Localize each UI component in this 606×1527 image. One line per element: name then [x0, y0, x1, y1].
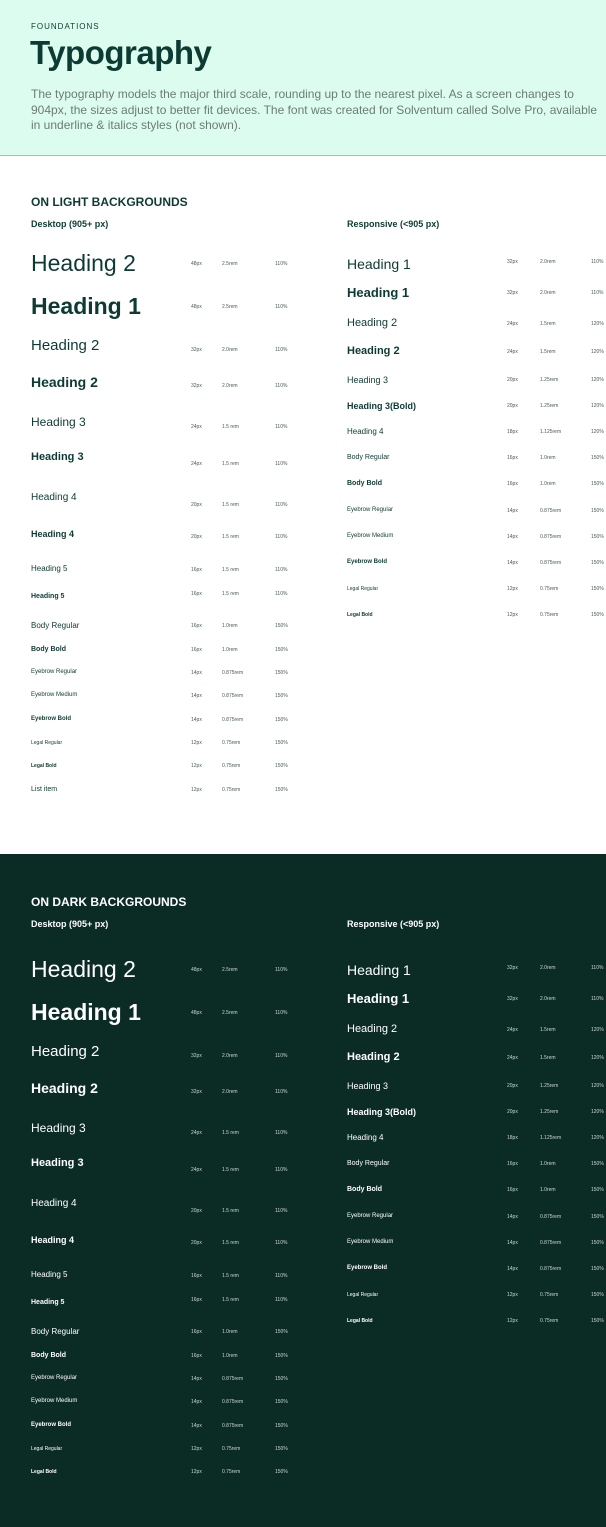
- spec-size-px: 20px: [507, 1109, 518, 1115]
- spec-size-rem: 0.75rem: [540, 1318, 559, 1324]
- spec-size-px: 20px: [507, 377, 518, 383]
- spec-line-height: 150%: [275, 763, 288, 769]
- spec-line-height: 150%: [275, 1423, 288, 1429]
- spec-size-rem: 1.5 rem: [222, 461, 239, 467]
- type-sample: Heading 5: [31, 592, 65, 600]
- type-sample: Legal Regular: [31, 1446, 63, 1452]
- spec-line-height: 120%: [591, 1135, 604, 1141]
- spec-size-px: 14px: [507, 1266, 518, 1272]
- spec-size-rem: 0.75rem: [222, 763, 241, 769]
- spec-size-px: 48px: [191, 304, 202, 310]
- spec-line-height: 110%: [275, 261, 288, 267]
- spec-line-height: 120%: [591, 349, 604, 355]
- spec-line-height: 110%: [591, 290, 604, 296]
- spec-size-px: 12px: [191, 763, 202, 769]
- spec-size-rem: 1.125rem: [540, 429, 562, 435]
- spec-line-height: 110%: [591, 996, 604, 1002]
- type-sample: Heading 1: [347, 961, 411, 978]
- spec-size-rem: 0.875rem: [222, 717, 244, 723]
- spec-line-height: 150%: [591, 1240, 604, 1246]
- type-sample: Heading 1: [347, 285, 410, 301]
- spec-line-height: 120%: [591, 377, 604, 383]
- spec-size-px: 12px: [191, 1446, 202, 1452]
- eyebrow-label: FOUNDATIONS: [31, 22, 100, 31]
- spec-size-rem: 1.5 rem: [222, 424, 239, 430]
- spec-size-px: 32px: [191, 1053, 202, 1059]
- spec-size-rem: 0.875rem: [540, 1266, 562, 1272]
- spec-size-px: 12px: [191, 740, 202, 746]
- spec-line-height: 110%: [275, 1089, 288, 1095]
- spec-line-height: 110%: [275, 461, 288, 467]
- spec-size-px: 24px: [191, 424, 202, 430]
- type-sample: Heading 1: [31, 293, 141, 320]
- spec-line-height: 150%: [275, 623, 288, 629]
- type-sample: Heading 3: [31, 414, 86, 429]
- spec-size-rem: 1.5 rem: [222, 1208, 239, 1214]
- type-sample: Body Regular: [31, 1327, 80, 1337]
- spec-size-px: 16px: [507, 455, 518, 461]
- spec-size-px: 24px: [507, 321, 518, 327]
- spec-size-px: 32px: [507, 290, 518, 296]
- type-sample: Heading 2: [347, 1051, 400, 1064]
- spec-size-rem: 0.75rem: [222, 787, 241, 793]
- spec-size-rem: 1.5 rem: [222, 1130, 239, 1136]
- spec-line-height: 120%: [591, 321, 604, 327]
- spec-size-rem: 0.875rem: [222, 1399, 244, 1405]
- spec-line-height: 110%: [275, 383, 288, 389]
- type-sample: Legal Bold: [347, 1318, 373, 1324]
- spec-size-px: 32px: [507, 996, 518, 1002]
- spec-line-height: 120%: [591, 429, 604, 435]
- spec-size-rem: 1.5rem: [540, 321, 556, 327]
- spec-size-px: 12px: [507, 1318, 518, 1324]
- type-sample: Heading 1: [347, 991, 410, 1007]
- type-sample: Body Bold: [347, 1185, 382, 1193]
- spec-line-height: 150%: [275, 717, 288, 723]
- type-sample: Eyebrow Bold: [347, 1265, 388, 1272]
- spec-size-rem: 1.5 rem: [222, 1167, 239, 1173]
- spec-size-px: 16px: [191, 567, 202, 573]
- spec-line-height: 110%: [275, 1130, 288, 1136]
- spec-size-rem: 1.0rem: [540, 481, 556, 487]
- spec-line-height: 110%: [275, 591, 288, 597]
- type-sample: Heading 3: [31, 1120, 86, 1135]
- spec-line-height: 150%: [591, 1214, 604, 1220]
- spec-size-px: 16px: [191, 647, 202, 653]
- spec-line-height: 150%: [275, 1329, 288, 1335]
- spec-size-rem: 1.5 rem: [222, 1240, 239, 1246]
- spec-size-rem: 0.875rem: [540, 560, 562, 566]
- spec-size-rem: 2.5rem: [222, 1010, 238, 1016]
- spec-size-rem: 0.75rem: [222, 1446, 241, 1452]
- spec-size-px: 14px: [507, 508, 518, 514]
- spec-size-rem: 0.875rem: [540, 508, 562, 514]
- spec-line-height: 150%: [275, 1376, 288, 1382]
- type-sample: Heading 4: [31, 528, 75, 539]
- responsive-column-label: Responsive (<905 px): [347, 919, 440, 929]
- spec-size-rem: 0.875rem: [222, 1423, 244, 1429]
- spec-size-px: 12px: [507, 586, 518, 592]
- spec-line-height: 110%: [275, 1208, 288, 1214]
- spec-line-height: 110%: [275, 1297, 288, 1303]
- spec-line-height: 150%: [591, 1266, 604, 1272]
- type-sample: Eyebrow Medium: [31, 692, 78, 699]
- type-sample: Legal Bold: [31, 763, 57, 769]
- spec-line-height: 150%: [275, 647, 288, 653]
- spec-size-px: 16px: [191, 1273, 202, 1279]
- spec-line-height: 150%: [275, 670, 288, 676]
- type-sample: Heading 1: [31, 999, 141, 1026]
- type-sample: Heading 3(Bold): [347, 1106, 416, 1117]
- spec-line-height: 150%: [591, 455, 604, 461]
- spec-size-px: 32px: [191, 383, 202, 389]
- spec-size-px: 12px: [507, 612, 518, 618]
- hero-banner: [0, 0, 606, 156]
- spec-line-height: 120%: [591, 1027, 604, 1033]
- type-sample: Heading 2: [31, 1079, 98, 1096]
- spec-size-rem: 2.0rem: [222, 1053, 238, 1059]
- spec-size-rem: 1.0rem: [222, 1329, 238, 1335]
- spec-line-height: 110%: [275, 1010, 288, 1016]
- type-sample: Body Bold: [31, 645, 66, 653]
- spec-size-px: 16px: [191, 623, 202, 629]
- section-title: ON LIGHT BACKGROUNDS: [31, 195, 188, 209]
- spec-size-px: 14px: [191, 717, 202, 723]
- spec-size-rem: 1.5 rem: [222, 1297, 239, 1303]
- spec-line-height: 110%: [275, 1167, 288, 1173]
- spec-size-rem: 1.0rem: [222, 1353, 238, 1359]
- type-sample: Eyebrow Regular: [31, 1375, 78, 1382]
- spec-size-px: 18px: [507, 1135, 518, 1141]
- type-sample: Body Regular: [347, 453, 390, 461]
- spec-size-rem: 2.5rem: [222, 261, 238, 267]
- spec-line-height: 120%: [591, 403, 604, 409]
- type-sample: Heading 4: [31, 1234, 75, 1245]
- spec-line-height: 150%: [275, 740, 288, 746]
- spec-size-rem: 0.75rem: [222, 740, 241, 746]
- dark-backgrounds-section: [0, 854, 606, 1527]
- spec-line-height: 110%: [275, 502, 288, 508]
- type-sample: Heading 5: [31, 1298, 65, 1306]
- type-sample: Eyebrow Medium: [347, 1239, 394, 1246]
- light-backgrounds-section: [0, 156, 606, 854]
- spec-size-rem: 1.0rem: [540, 1187, 556, 1193]
- spec-size-px: 12px: [191, 1469, 202, 1475]
- spec-size-px: 16px: [507, 1187, 518, 1193]
- type-sample: Heading 2: [31, 1043, 100, 1060]
- spec-size-rem: 2.0rem: [540, 965, 556, 971]
- type-sample: Eyebrow Regular: [31, 669, 78, 676]
- type-sample: Heading 3: [347, 374, 389, 385]
- type-sample: Heading 5: [31, 564, 68, 574]
- spec-size-rem: 0.75rem: [540, 612, 559, 618]
- spec-size-px: 14px: [191, 670, 202, 676]
- spec-size-px: 20px: [191, 534, 202, 540]
- spec-line-height: 110%: [275, 967, 288, 973]
- spec-size-rem: 2.0rem: [222, 347, 238, 353]
- type-sample: Heading 3: [31, 451, 84, 464]
- type-sample: Legal Bold: [31, 1469, 57, 1475]
- spec-line-height: 150%: [591, 560, 604, 566]
- spec-line-height: 110%: [591, 965, 604, 971]
- spec-size-px: 20px: [191, 1240, 202, 1246]
- type-sample: Heading 2: [347, 1023, 398, 1036]
- type-sample: Eyebrow Medium: [31, 1398, 78, 1405]
- spec-line-height: 150%: [591, 1292, 604, 1298]
- spec-size-px: 16px: [191, 1297, 202, 1303]
- desktop-column-label: Desktop (905+ px): [31, 919, 109, 929]
- spec-line-height: 110%: [275, 1053, 288, 1059]
- type-sample: Eyebrow Bold: [31, 1422, 72, 1429]
- spec-size-px: 32px: [191, 1089, 202, 1095]
- spec-size-px: 48px: [191, 967, 202, 973]
- spec-size-rem: 2.0rem: [222, 383, 238, 389]
- spec-size-px: 14px: [507, 1214, 518, 1220]
- type-sample: Heading 5: [31, 1270, 68, 1280]
- spec-size-rem: 1.5 rem: [222, 502, 239, 508]
- spec-line-height: 120%: [591, 1083, 604, 1089]
- spec-size-rem: 0.75rem: [540, 586, 559, 592]
- spec-size-rem: 1.25rem: [540, 1083, 559, 1089]
- spec-line-height: 150%: [591, 481, 604, 487]
- spec-line-height: 150%: [275, 693, 288, 699]
- type-sample: Body Bold: [347, 479, 382, 487]
- responsive-column-label: Responsive (<905 px): [347, 219, 440, 229]
- spec-size-rem: 1.5 rem: [222, 591, 239, 597]
- type-sample: Body Bold: [31, 1351, 66, 1359]
- spec-line-height: 150%: [591, 534, 604, 540]
- spec-size-px: 16px: [191, 1329, 202, 1335]
- spec-line-height: 110%: [275, 1273, 288, 1279]
- spec-size-rem: 1.5 rem: [222, 1273, 239, 1279]
- section-title: ON DARK BACKGROUNDS: [31, 895, 187, 909]
- spec-size-px: 14px: [191, 1423, 202, 1429]
- spec-size-px: 14px: [507, 534, 518, 540]
- spec-size-rem: 0.75rem: [540, 1292, 559, 1298]
- spec-line-height: 150%: [591, 508, 604, 514]
- spec-line-height: 120%: [591, 1109, 604, 1115]
- spec-size-px: 14px: [191, 1399, 202, 1405]
- spec-size-px: 18px: [507, 429, 518, 435]
- spec-line-height: 150%: [275, 1353, 288, 1359]
- spec-line-height: 120%: [591, 1055, 604, 1061]
- spec-size-px: 16px: [191, 591, 202, 597]
- spec-size-rem: 1.5 rem: [222, 534, 239, 540]
- spec-line-height: 110%: [275, 1240, 288, 1246]
- spec-size-px: 12px: [507, 1292, 518, 1298]
- spec-size-px: 16px: [507, 481, 518, 487]
- spec-size-rem: 1.25rem: [540, 1109, 559, 1115]
- spec-line-height: 150%: [591, 1187, 604, 1193]
- spec-size-rem: 2.5rem: [222, 304, 238, 310]
- spec-size-px: 14px: [191, 1376, 202, 1382]
- type-sample: Heading 3: [31, 1157, 84, 1170]
- spec-size-rem: 2.0rem: [222, 1089, 238, 1095]
- spec-size-rem: 0.875rem: [540, 1214, 562, 1220]
- spec-size-px: 24px: [507, 349, 518, 355]
- type-sample: Body Regular: [31, 621, 80, 631]
- spec-size-rem: 1.25rem: [540, 403, 559, 409]
- spec-size-rem: 1.5rem: [540, 349, 556, 355]
- spec-line-height: 110%: [591, 259, 604, 265]
- spec-size-rem: 1.5rem: [540, 1055, 556, 1061]
- type-sample: Eyebrow Regular: [347, 1213, 394, 1220]
- type-sample: Heading 4: [31, 492, 77, 503]
- type-sample: Heading 3: [347, 1080, 389, 1091]
- type-sample: Legal Bold: [347, 612, 373, 618]
- spec-line-height: 150%: [275, 787, 288, 793]
- type-sample: Heading 4: [347, 1133, 384, 1143]
- spec-line-height: 150%: [591, 1161, 604, 1167]
- spec-line-height: 110%: [275, 424, 288, 430]
- spec-size-px: 16px: [191, 1353, 202, 1359]
- type-sample: Heading 4: [31, 1198, 77, 1209]
- type-sample: Legal Regular: [347, 586, 379, 592]
- spec-size-px: 16px: [507, 1161, 518, 1167]
- spec-size-px: 20px: [191, 502, 202, 508]
- spec-size-rem: 1.125rem: [540, 1135, 562, 1141]
- page-title: Typography: [30, 34, 212, 71]
- type-sample: Eyebrow Regular: [347, 507, 394, 514]
- spec-size-rem: 1.25rem: [540, 377, 559, 383]
- type-sample: Legal Regular: [31, 740, 63, 746]
- type-sample: List item: [31, 785, 58, 793]
- spec-size-px: 14px: [191, 693, 202, 699]
- spec-line-height: 110%: [275, 567, 288, 573]
- spec-line-height: 150%: [275, 1399, 288, 1405]
- type-sample: Heading 2: [347, 345, 400, 358]
- spec-size-px: 24px: [507, 1027, 518, 1033]
- spec-size-px: 12px: [191, 787, 202, 793]
- spec-size-rem: 1.0rem: [540, 455, 556, 461]
- spec-size-rem: 1.5rem: [540, 1027, 556, 1033]
- spec-line-height: 110%: [275, 347, 288, 353]
- spec-size-px: 48px: [191, 1010, 202, 1016]
- spec-size-rem: 0.75rem: [222, 1469, 241, 1475]
- spec-size-rem: 0.875rem: [222, 693, 244, 699]
- spec-size-px: 24px: [191, 461, 202, 467]
- type-sample: Eyebrow Medium: [347, 533, 394, 540]
- spec-line-height: 150%: [591, 612, 604, 618]
- type-sample: Legal Regular: [347, 1292, 379, 1298]
- spec-size-rem: 1.0rem: [222, 623, 238, 629]
- spec-size-rem: 2.0rem: [540, 290, 556, 296]
- spec-size-rem: 1.0rem: [540, 1161, 556, 1167]
- spec-size-rem: 2.0rem: [540, 996, 556, 1002]
- spec-line-height: 150%: [591, 586, 604, 592]
- spec-size-rem: 1.5 rem: [222, 567, 239, 573]
- spec-line-height: 150%: [275, 1446, 288, 1452]
- spec-size-rem: 0.875rem: [222, 1376, 244, 1382]
- spec-size-rem: 2.5rem: [222, 967, 238, 973]
- type-sample: Heading 2: [347, 317, 398, 330]
- spec-size-px: 24px: [507, 1055, 518, 1061]
- type-sample: Heading 4: [347, 427, 384, 437]
- spec-size-px: 24px: [191, 1167, 202, 1173]
- page-description: The typography models the major third scale, rounding up to the nearest pixel. As a screen changes to 904px, the sizes adjust to better fit devices. The font was created for Solventum called Solve Pro, available in underline & italics styles (not shown).: [31, 87, 598, 132]
- spec-size-px: 32px: [191, 347, 202, 353]
- spec-size-px: 32px: [507, 259, 518, 265]
- spec-size-px: 24px: [191, 1130, 202, 1136]
- type-sample: Heading 1: [347, 255, 411, 272]
- spec-line-height: 150%: [591, 1318, 604, 1324]
- spec-size-px: 14px: [507, 560, 518, 566]
- desktop-column-label: Desktop (905+ px): [31, 219, 109, 229]
- spec-size-px: 48px: [191, 261, 202, 267]
- spec-line-height: 110%: [275, 304, 288, 310]
- spec-size-rem: 0.875rem: [540, 534, 562, 540]
- type-sample: Eyebrow Bold: [347, 559, 388, 566]
- type-sample: Heading 2: [31, 337, 100, 354]
- spec-size-rem: 2.0rem: [540, 259, 556, 265]
- spec-size-rem: 1.0rem: [222, 647, 238, 653]
- type-sample: Eyebrow Bold: [31, 716, 72, 723]
- type-sample: Heading 2: [31, 373, 98, 390]
- spec-size-px: 20px: [191, 1208, 202, 1214]
- spec-size-px: 14px: [507, 1240, 518, 1246]
- type-sample: Heading 2: [31, 956, 136, 983]
- spec-line-height: 150%: [275, 1469, 288, 1475]
- type-sample: Heading 2: [31, 250, 136, 277]
- spec-line-height: 110%: [275, 534, 288, 540]
- spec-size-px: 32px: [507, 965, 518, 971]
- spec-size-rem: 0.875rem: [540, 1240, 562, 1246]
- spec-size-px: 20px: [507, 1083, 518, 1089]
- spec-size-px: 20px: [507, 403, 518, 409]
- type-sample: Heading 3(Bold): [347, 400, 416, 411]
- type-sample: Body Regular: [347, 1159, 390, 1167]
- spec-size-rem: 0.875rem: [222, 670, 244, 676]
